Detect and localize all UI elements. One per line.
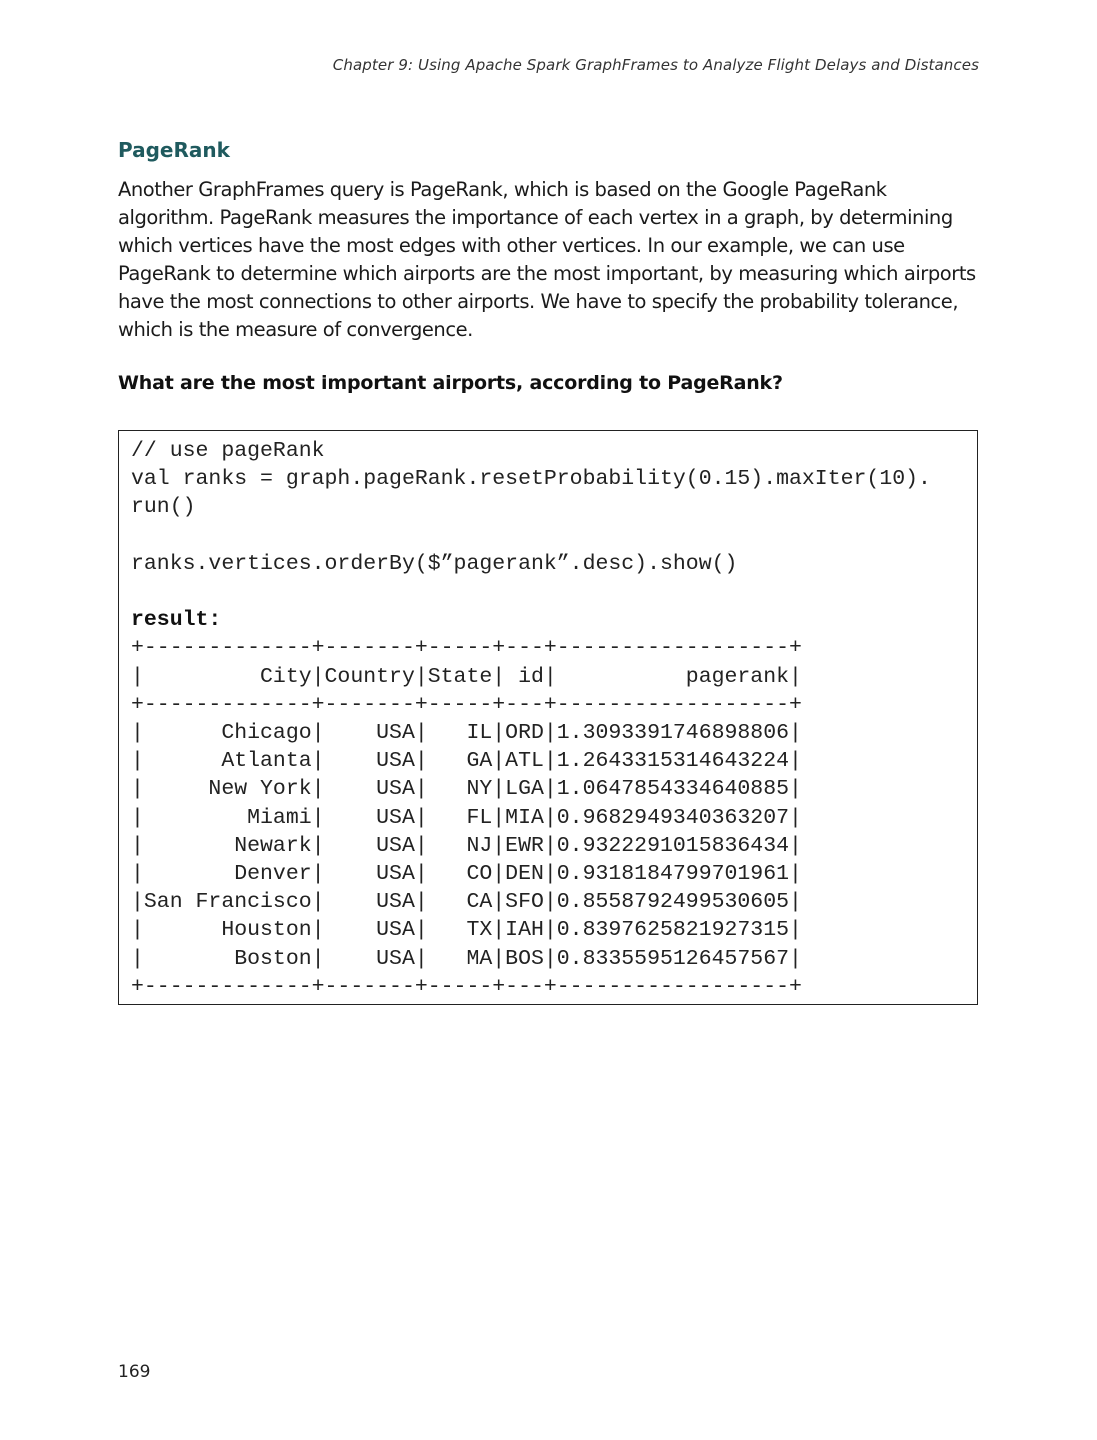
body-paragraph: Another GraphFrames query is PageRank, which is based on the Google PageRank algorithm. PageRank measures the importance of each vertex in a graph, by determining which vertices have the most edges with other vertices. In our example, we can use PageRank to determine which airports are the most important, by measuring which airports have the most connections to other airports. We have to specify the probability tolerance, which is the measure of convergence. [118, 178, 976, 341]
section-title: PageRank [118, 138, 230, 162]
code-line: ranks.vertices.orderBy($”pagerank”.desc).show() [131, 551, 738, 576]
table-border-mid: +-------------+-------+-----+---+------------------+ [131, 692, 802, 717]
code-line [131, 578, 977, 606]
code-line: run() [131, 495, 196, 520]
code-line [131, 522, 977, 550]
table-row: | Houston| USA| TX|IAH|0.8397625821927315| [131, 918, 802, 943]
question-heading: What are the most important airports, according to PageRank? [118, 372, 783, 394]
running-header: Chapter 9: Using Apache Spark GraphFrames to Analyze Flight Delays and Distances [332, 56, 979, 74]
table-row: | Boston| USA| MA|BOS|0.8335595126457567| [131, 946, 802, 971]
table-row: | New York| USA| NY|LGA|1.0647854334640885| [131, 777, 802, 802]
table-row: | Miami| USA| FL|MIA|0.9682949340363207| [131, 805, 802, 830]
table-row: |San Francisco| USA| CA|SFO|0.8558792499530605| [131, 890, 802, 915]
table-row: | Chicago| USA| IL|ORD|1.3093391746898806| [131, 721, 802, 746]
code-block [118, 430, 978, 1005]
code-line: val ranks = graph.pageRank.resetProbability(0.15).maxIter(10). [131, 467, 931, 492]
table-header-row: | City|Country|State| id| pagerank| [131, 664, 802, 689]
page-number: 169 [118, 1362, 151, 1382]
table-border-top: +-------------+-------+-----+---+------------------+ [131, 636, 802, 661]
table-row: | Newark| USA| NJ|EWR|0.9322291015836434| [131, 833, 802, 858]
table-border-bottom: +-------------+-------+-----+---+------------------+ [131, 974, 802, 999]
table-row: | Atlanta| USA| GA|ATL|1.2643315314643224| [131, 749, 802, 774]
table-row: | Denver| USA| CO|DEN|0.9318184799701961| [131, 862, 802, 887]
result-label: result: [131, 608, 222, 633]
code-line: // use pageRank [131, 439, 325, 463]
